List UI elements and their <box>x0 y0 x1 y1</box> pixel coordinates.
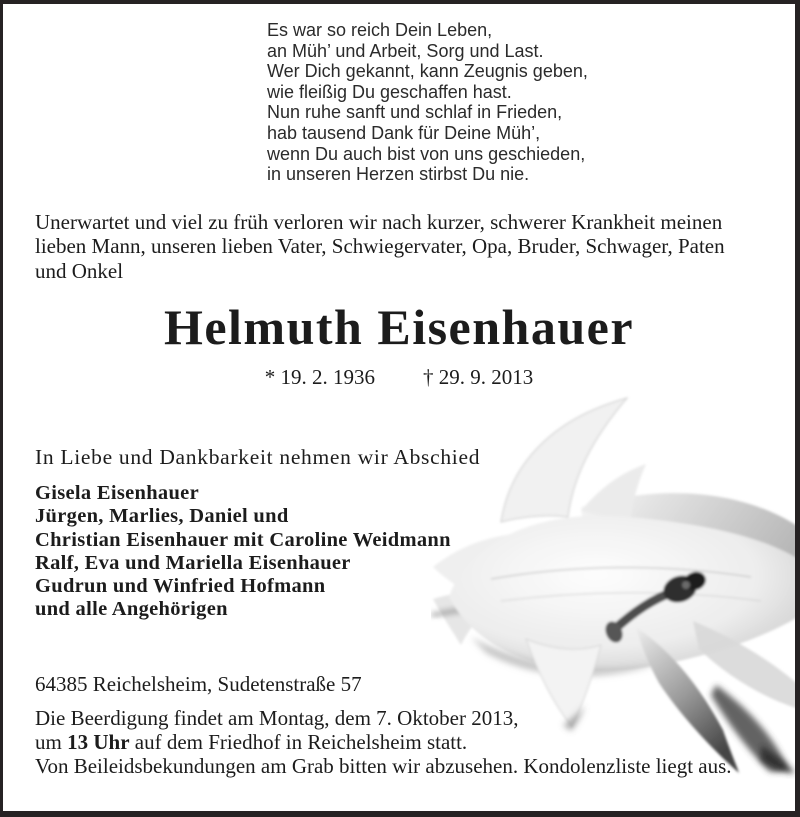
mourner-line: Jürgen, Marlies, Daniel und <box>35 505 289 528</box>
address-line: 64385 Reichelsheim, Sudetenstraße 57 <box>35 672 362 696</box>
intro-line: und Onkel <box>35 258 124 283</box>
death-date: † 29. 9. 2013 <box>423 365 534 389</box>
intro-line: lieben Mann, unseren lieben Vater, Schwiegervater, Opa, Bruder, Schwager, Paten <box>35 234 725 259</box>
funeral-time: 13 Uhr <box>67 729 130 754</box>
intro-text <box>35 210 725 283</box>
funeral-line-2-prefix: um <box>35 729 68 754</box>
poem-line: Nun ruhe sanft und schlaf in Frieden, <box>267 102 563 123</box>
poem-line: in unseren Herzen stirbst Du nie. <box>267 164 530 185</box>
mourner-line: Gisela Eisenhauer <box>35 482 199 504</box>
poem-line: Es war so reich Dein Leben, <box>267 20 493 40</box>
funeral-line-2 <box>35 731 732 755</box>
life-dates <box>3 365 795 390</box>
poem-line: an Müh’ und Arbeit, Sorg und Last. <box>267 40 544 61</box>
deceased-name: Helmuth Eisenhauer <box>163 299 635 355</box>
poem-line: Wer Dich gekannt, kann Zeugnis geben, <box>267 61 588 82</box>
funeral-info <box>35 707 732 778</box>
memorial-poem <box>267 20 588 185</box>
mourner-line: Ralf, Eva und Mariella Eisenhauer <box>35 551 351 574</box>
funeral-line-2-suffix: auf dem Friedhof in Reichelsheim statt. <box>129 729 468 754</box>
mourner-line: Gudrun und Winfried Hofmann <box>35 575 326 598</box>
condolence-note: Von Beileidsbekundungen am Grab bitten wir abzusehen. Kondolenzliste liegt aus. <box>35 753 732 778</box>
poem-line: wie fleißig Du geschaffen hast. <box>267 81 512 102</box>
poem-line: hab tausend Dank für Deine Müh’, <box>267 122 541 143</box>
farewell-line: In Liebe und Dankbarkeit nehmen wir Abschied <box>35 445 481 469</box>
mourner-line: und alle Angehörigen <box>35 598 228 621</box>
funeral-line-1: Die Beerdigung findet am Montag, dem 7. Oktober 2013, <box>35 706 519 730</box>
poem-line: wenn Du auch bist von uns geschieden, <box>267 143 586 164</box>
birth-date: * 19. 2. 1936 <box>264 365 375 389</box>
intro-line: Unerwartet und viel zu früh verloren wir nach kurzer, schwerer Krankheit meinen <box>35 210 723 234</box>
mourner-line: Christian Eisenhauer mit Caroline Weidmann <box>35 528 451 551</box>
mourners-list <box>35 482 451 622</box>
